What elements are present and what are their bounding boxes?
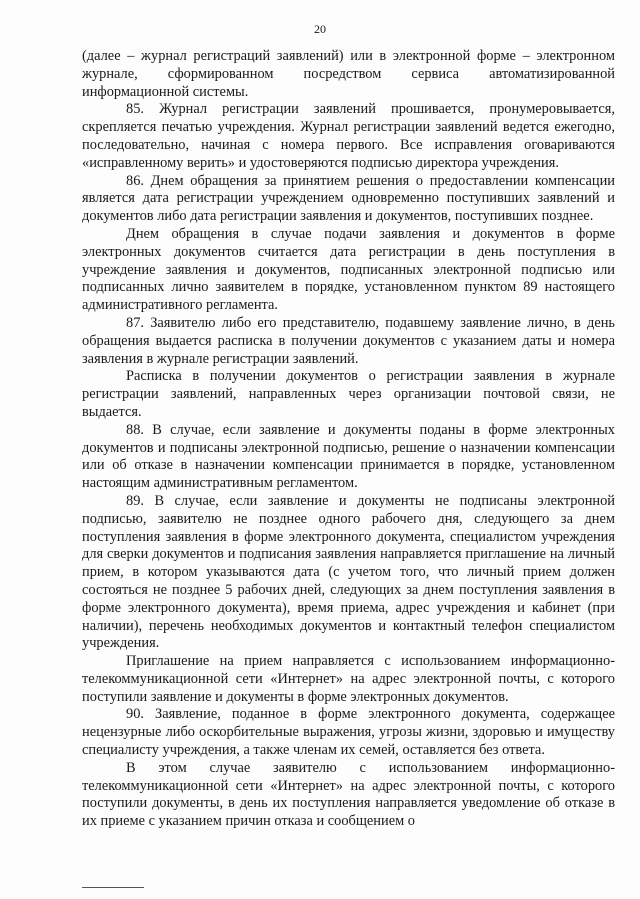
document-body	[82, 48, 615, 831]
page-number: 20	[314, 22, 326, 36]
paragraph-89: 89. В случае, если заявление и документы не подписаны электронной подписью, заявителю не позднее одного рабочего дня, следующего за днем поступления заявления в форме электронного документа, специалистом учреждения для сверки документов и подписания заявления направляется приглашение на личный прием, в котором указываются дата (с учетом того, что личный прием должен состояться не позднее 5 рабочих дней, следующих за днем поступления заявления в форме электронного документа), время приема, адрес учреждения и кабинет (при наличии), перечень необходимых документов и контактный телефон специалистом учреждения.	[82, 492, 615, 652]
paragraph-87: 87. Заявителю либо его представителю, подавшему заявление лично, в день обращения выдается расписка в получении документов с указанием даты и номера заявления в журнале регистрации заявлений.	[82, 314, 615, 367]
paragraph-90-notice: В этом случае заявителю с использованием информационно-телекоммуникационной сети «Интернет» на адрес электронной почты, с которого поступили документы, в день их поступления направляется уведомление об отказе в их приеме с указанием причин отказа и сообщением о	[82, 759, 615, 830]
paragraph-86-electronic: Днем обращения в случае подачи заявления и документов в форме электронных документов считается дата регистрации в день поступления в учреждение заявления и документов, подписанных электронной подписью или подписанных лично заявителем в порядке, установленном пунктом 89 настоящего административного регламента.	[82, 225, 615, 314]
paragraph-87-receipt: Расписка в получении документов о регистрации заявления в журнале регистрации заявлений, направленных через организации почтовой связи, не выдается.	[82, 368, 615, 420]
paragraph-continuation: (далее – журнал регистраций заявлений) или в электронной форме – электронном журнале, сформированном посредством сервиса автоматизированной информационной системы.	[82, 48, 615, 100]
footer-divider	[82, 887, 144, 888]
paragraph-88: 88. В случае, если заявление и документы поданы в форме электронных документов и подписаны электронной подписью, решение о назначении компенсации или об отказе в назначении компенсации принимается в порядке, установленном настоящим административным регламентом.	[82, 421, 615, 492]
paragraph-89-invitation: Приглашение на прием направляется с использованием информационно-телекоммуникационной сети «Интернет» на адрес электронной почты, с которого поступили заявление и документы в форме электронных документов.	[82, 653, 615, 705]
paragraph-90: 90. Заявление, поданное в форме электронного документа, содержащее нецензурные либо оскорбительные выражения, угрозы жизни, здоровью и имуществу специалисту учреждения, а также членам их семей, оставляется без ответа.	[82, 706, 615, 759]
paragraph-85: 85. Журнал регистрации заявлений прошивается, пронумеровывается, скрепляется печатью учреждения. Журнал регистрации заявлений ведется ежегодно, последовательно, начиная с номера первого. Все исправления оговариваются «исправленному верить» и удостоверяются подписью директора учреждения.	[82, 101, 615, 171]
paragraph-86: 86. Днем обращения за принятием решения о предоставлении компенсации является дата регистрации учреждением одновременно поступивших заявлений и документов либо дата регистрации заявления и документов, поступивших позднее.	[82, 172, 615, 225]
